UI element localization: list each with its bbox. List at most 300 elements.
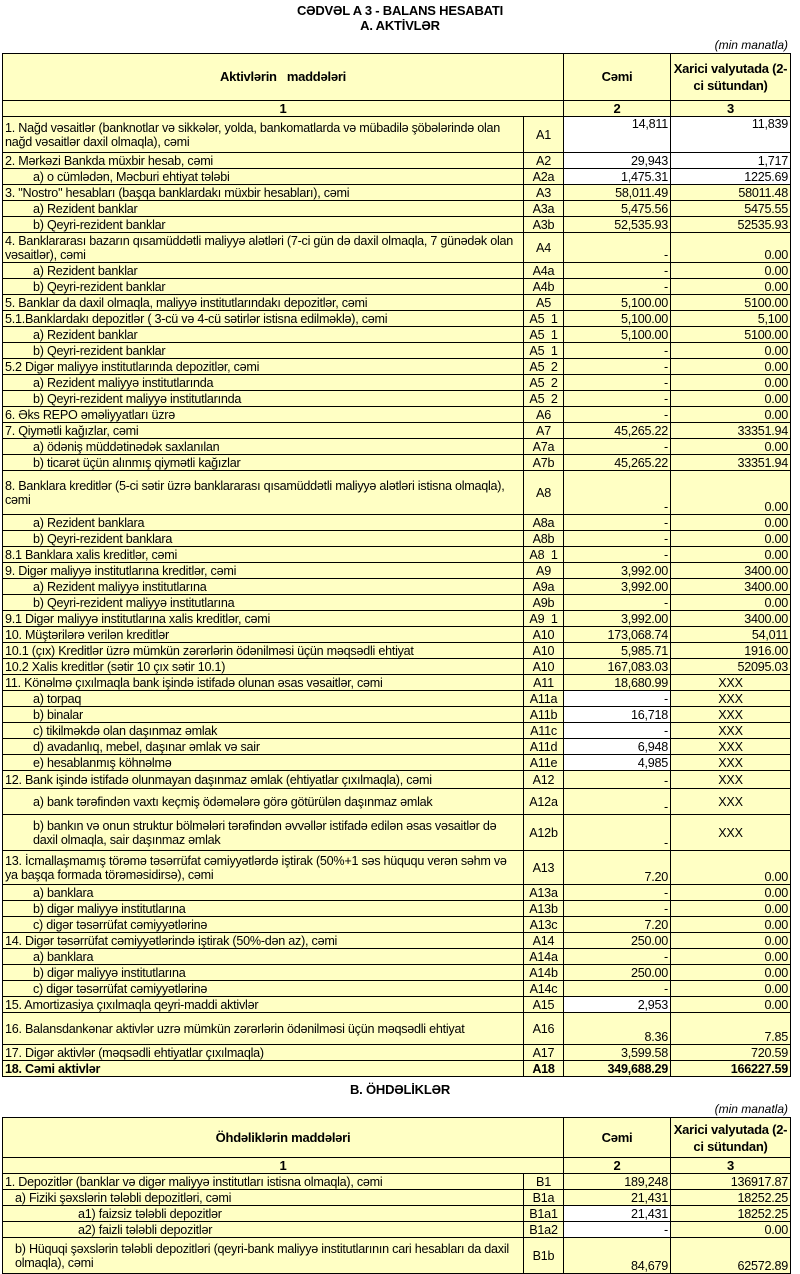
row-label: 6. Əks REPO əməliyyatları üzrə bbox=[3, 407, 524, 423]
row-foreign: XXX bbox=[671, 707, 791, 723]
row-total: - bbox=[564, 815, 671, 851]
row-label: b) bankın və onun struktur bölmələri tərəfindən əvvəllər istifadə edilən əsas vəsaitlər də daxil olmaqla, sair daşınmaz əmlak bbox=[3, 815, 524, 851]
row-foreign: 1225.69 bbox=[671, 169, 791, 185]
table-row bbox=[3, 917, 791, 933]
row-code: A8 bbox=[524, 471, 564, 515]
header-foreign: Xarici valyutada (2-ci sütundan) bbox=[671, 54, 791, 101]
row-label: 15. Amortizasiya çıxılmaqla qeyri-maddi aktivlər bbox=[3, 997, 524, 1013]
row-total: 3,992.00 bbox=[564, 579, 671, 595]
row-label: 8. Banklara kreditlər (5-ci sətir üzrə banklararası qısamüddətli maliyyə alətləri istisna olmaqla), cəmi bbox=[3, 471, 524, 515]
row-code: A4a bbox=[524, 263, 564, 279]
row-foreign: 1,717 bbox=[671, 153, 791, 169]
row-label: 1. Nağd vəsaitlər (banknotlar və sikkələr, yolda, bankomatlarda və mübadilə şöbələrində olan nağd vəsaitlər daxil olmaqla), cəmi bbox=[3, 117, 524, 153]
row-foreign: 0.00 bbox=[671, 391, 791, 407]
row-code: A11e bbox=[524, 755, 564, 771]
table-row bbox=[3, 643, 791, 659]
table-row bbox=[3, 949, 791, 965]
row-total: - bbox=[564, 391, 671, 407]
row-foreign: 0.00 bbox=[671, 885, 791, 901]
row-foreign: 0.00 bbox=[671, 279, 791, 295]
row-label: b) binalar bbox=[3, 707, 524, 723]
table-row bbox=[3, 755, 791, 771]
row-label: 7. Qiymətli kağızlar, cəmi bbox=[3, 423, 524, 439]
row-label: a) Rezident maliyyə institutlarında bbox=[3, 375, 524, 391]
row-foreign: 166227.59 bbox=[671, 1061, 791, 1077]
row-code: A13a bbox=[524, 885, 564, 901]
row-code: A5 1 bbox=[524, 327, 564, 343]
row-code: A8b bbox=[524, 531, 564, 547]
row-foreign: XXX bbox=[671, 815, 791, 851]
row-code: A3a bbox=[524, 201, 564, 217]
document-title: CƏDVƏL A 3 - BALANS HESABATI bbox=[296, 3, 504, 18]
row-code: A5 bbox=[524, 295, 564, 311]
row-label: 11. Könəlmə çıxılmaqla bank işində istifadə olunan əsas vəsaitlər, cəmi bbox=[3, 675, 524, 691]
table-row bbox=[3, 233, 791, 263]
row-code: A12a bbox=[524, 789, 564, 815]
row-label: 13. İcmallaşmamış törəmə təsərrüfat cəmiyyətlərdə iştirak (50%+1 səs hüququ verən səhm və ya başqa formada törəməsidirsə), cəmi bbox=[3, 851, 524, 885]
row-foreign: 136917.87 bbox=[671, 1174, 791, 1190]
row-label: a) Rezident maliyyə institutlarına bbox=[3, 579, 524, 595]
row-foreign: 5100.00 bbox=[671, 295, 791, 311]
header-total: Cəmi bbox=[564, 1118, 671, 1158]
row-label: b) Qeyri-rezident banklar bbox=[3, 343, 524, 359]
row-foreign: 33351.94 bbox=[671, 423, 791, 439]
row-foreign: XXX bbox=[671, 789, 791, 815]
section-b-unit: (min manatla) bbox=[714, 1102, 788, 1116]
row-foreign: 0.00 bbox=[671, 439, 791, 455]
row-foreign: 0.00 bbox=[671, 965, 791, 981]
row-code: A3 bbox=[524, 185, 564, 201]
row-total: 84,679 bbox=[564, 1238, 671, 1274]
row-foreign: 5100.00 bbox=[671, 327, 791, 343]
table-row bbox=[3, 359, 791, 375]
row-foreign: 0.00 bbox=[671, 343, 791, 359]
row-label: b) Qeyri-rezident maliyyə institutlarına bbox=[3, 595, 524, 611]
row-foreign: XXX bbox=[671, 691, 791, 707]
row-total: - bbox=[564, 263, 671, 279]
row-code: A8a bbox=[524, 515, 564, 531]
row-foreign: 0.00 bbox=[671, 375, 791, 391]
row-code: A7b bbox=[524, 455, 564, 471]
row-foreign: 0.00 bbox=[671, 901, 791, 917]
row-label: a) bank tərəfindən vaxtı keçmiş ödəmələrə görə götürülən daşınmaz əmlak bbox=[3, 789, 524, 815]
row-total: 16,718 bbox=[564, 707, 671, 723]
row-code: A6 bbox=[524, 407, 564, 423]
table-row bbox=[3, 515, 791, 531]
row-code: A18 bbox=[524, 1061, 564, 1077]
header-col-2: 2 bbox=[564, 1158, 671, 1174]
row-total: 45,265.22 bbox=[564, 455, 671, 471]
row-total: - bbox=[564, 279, 671, 295]
table-row bbox=[3, 789, 791, 815]
section-a-unit: (min manatla) bbox=[714, 38, 788, 52]
table-row bbox=[3, 563, 791, 579]
row-label: 4. Banklararası bazarın qısamüddətli maliyyə alətləri (7-ci gün də daxil olmaqla, 7 günədək olan vəsaitlər), cəmi bbox=[3, 233, 524, 263]
row-code: B1a bbox=[524, 1190, 564, 1206]
header-foreign: Xarici valyutada (2-ci sütundan) bbox=[671, 1118, 791, 1158]
row-code: A11c bbox=[524, 723, 564, 739]
table-row bbox=[3, 391, 791, 407]
row-total: 5,100.00 bbox=[564, 295, 671, 311]
table-row bbox=[3, 279, 791, 295]
liabilities-table bbox=[2, 1117, 791, 1274]
row-total: 21,431 bbox=[564, 1190, 671, 1206]
table-row bbox=[3, 1222, 791, 1238]
table-row bbox=[3, 1061, 791, 1077]
row-total: - bbox=[564, 885, 671, 901]
row-foreign: 5475.55 bbox=[671, 201, 791, 217]
row-total: - bbox=[564, 789, 671, 815]
row-label: e) hesablanmış köhnəlmə bbox=[3, 755, 524, 771]
table-row bbox=[3, 1238, 791, 1274]
row-label: a) torpaq bbox=[3, 691, 524, 707]
row-code: B1b bbox=[524, 1238, 564, 1274]
row-label: b) digər maliyyə institutlarına bbox=[3, 901, 524, 917]
row-label: 17. Digər aktivlər (məqsədli ehtiyatlar çıxılmaqla) bbox=[3, 1045, 524, 1061]
row-total: 29,943 bbox=[564, 153, 671, 169]
row-label: b) digər maliyyə institutlarına bbox=[3, 965, 524, 981]
row-code: A5 1 bbox=[524, 311, 564, 327]
row-foreign: 11,839 bbox=[671, 117, 791, 153]
row-foreign: 0.00 bbox=[671, 851, 791, 885]
table-row bbox=[3, 547, 791, 563]
table-row bbox=[3, 153, 791, 169]
row-label: 10.1 (çıx) Kreditlər üzrə mümkün zərərlərin ödənilməsi üçün məqsədli ehtiyat bbox=[3, 643, 524, 659]
table-row bbox=[3, 263, 791, 279]
row-code: A17 bbox=[524, 1045, 564, 1061]
row-total: - bbox=[564, 949, 671, 965]
row-code: A2a bbox=[524, 169, 564, 185]
row-total: 3,992.00 bbox=[564, 563, 671, 579]
table-row bbox=[3, 1206, 791, 1222]
row-code: A11b bbox=[524, 707, 564, 723]
table-row bbox=[3, 885, 791, 901]
row-label: a1) faizsiz tələbli depozitlər bbox=[3, 1206, 524, 1222]
row-code: A15 bbox=[524, 997, 564, 1013]
table-row bbox=[3, 439, 791, 455]
table-row bbox=[3, 851, 791, 885]
row-total: 250.00 bbox=[564, 933, 671, 949]
row-foreign: 0.00 bbox=[671, 359, 791, 375]
row-label: 14. Digər təsərrüfat cəmiyyətlərində iştirak (50%-dən az), cəmi bbox=[3, 933, 524, 949]
row-label: b) Hüquqi şəxslərin tələbli depozitləri (qeyri-bank maliyyə institutlarının cari hesabları da daxil olmaqla), cəmi bbox=[3, 1238, 524, 1274]
row-foreign: 52535.93 bbox=[671, 217, 791, 233]
row-total: 8.36 bbox=[564, 1013, 671, 1045]
row-label: 8.1 Banklara xalis kreditlər, cəmi bbox=[3, 547, 524, 563]
row-foreign: 18252.25 bbox=[671, 1206, 791, 1222]
row-label: 2. Mərkəzi Bankda müxbir hesab, cəmi bbox=[3, 153, 524, 169]
row-code: B1a2 bbox=[524, 1222, 564, 1238]
table-row bbox=[3, 1045, 791, 1061]
row-label: b) ticarət üçün alınmış qiymətli kağızlar bbox=[3, 455, 524, 471]
table-row bbox=[3, 201, 791, 217]
row-foreign: 0.00 bbox=[671, 407, 791, 423]
row-code: A5 1 bbox=[524, 343, 564, 359]
table-row bbox=[3, 1174, 791, 1190]
section-b-heading: B. ÖHDƏLİKLƏR bbox=[349, 1082, 451, 1097]
row-label: 10.2 Xalis kreditlər (sətir 10 çıx sətir 10.1) bbox=[3, 659, 524, 675]
row-total: 18,680.99 bbox=[564, 675, 671, 691]
row-total: 250.00 bbox=[564, 965, 671, 981]
row-label: 9.1 Digər maliyyə institutlarına xalis kreditlər, cəmi bbox=[3, 611, 524, 627]
table-row bbox=[3, 327, 791, 343]
row-total: - bbox=[564, 439, 671, 455]
table-row bbox=[3, 295, 791, 311]
table-row bbox=[3, 771, 791, 789]
table-row bbox=[3, 117, 791, 153]
row-total: 14,811 bbox=[564, 117, 671, 153]
row-code: A10 bbox=[524, 659, 564, 675]
row-label: 9. Digər maliyyə institutlarına kreditlər, cəmi bbox=[3, 563, 524, 579]
row-total: - bbox=[564, 691, 671, 707]
header-col-1: 1 bbox=[3, 101, 564, 117]
header-col-3: 3 bbox=[671, 1158, 791, 1174]
table-row bbox=[3, 595, 791, 611]
row-foreign: 0.00 bbox=[671, 547, 791, 563]
row-label: a) Rezident banklar bbox=[3, 263, 524, 279]
row-label: 16. Balansdankənar aktivlər uzrə mümkün zərərlərin ödənilməsi üçün məqsədli ehtiyat bbox=[3, 1013, 524, 1045]
row-total: 173,068.74 bbox=[564, 627, 671, 643]
row-code: A13b bbox=[524, 901, 564, 917]
row-code: A5 2 bbox=[524, 359, 564, 375]
row-total: 58,011.49 bbox=[564, 185, 671, 201]
row-foreign: 3400.00 bbox=[671, 579, 791, 595]
table-row bbox=[3, 933, 791, 949]
row-code: A13 bbox=[524, 851, 564, 885]
row-label: a) Rezident banklara bbox=[3, 515, 524, 531]
row-code: A16 bbox=[524, 1013, 564, 1045]
header-col-1: 1 bbox=[3, 1158, 564, 1174]
row-code: A14b bbox=[524, 965, 564, 981]
table-row bbox=[3, 311, 791, 327]
table-row bbox=[3, 471, 791, 515]
row-total: 6,948 bbox=[564, 739, 671, 755]
row-foreign: 0.00 bbox=[671, 233, 791, 263]
row-label: a2) faizli tələbli depozitlər bbox=[3, 1222, 524, 1238]
row-code: A7a bbox=[524, 439, 564, 455]
row-total: 7.20 bbox=[564, 917, 671, 933]
row-foreign: 0.00 bbox=[671, 933, 791, 949]
row-code: A9 1 bbox=[524, 611, 564, 627]
row-foreign: 0.00 bbox=[671, 981, 791, 997]
row-total: 5,985.71 bbox=[564, 643, 671, 659]
row-code: A1 bbox=[524, 117, 564, 153]
table-row bbox=[3, 965, 791, 981]
header-items: Aktivlərin maddələri bbox=[3, 54, 564, 101]
row-code: A3b bbox=[524, 217, 564, 233]
row-total: - bbox=[564, 981, 671, 997]
row-code: A11a bbox=[524, 691, 564, 707]
row-foreign: 0.00 bbox=[671, 917, 791, 933]
row-code: A14 bbox=[524, 933, 564, 949]
row-label: a) banklara bbox=[3, 949, 524, 965]
row-total: 3,992.00 bbox=[564, 611, 671, 627]
table-row bbox=[3, 1190, 791, 1206]
row-label: c) digər təsərrüfat cəmiyyətlərinə bbox=[3, 917, 524, 933]
table-row bbox=[3, 611, 791, 627]
row-total: 21,431 bbox=[564, 1206, 671, 1222]
section-a-heading: A. AKTİVLƏR bbox=[360, 18, 440, 33]
liabilities-table-body bbox=[3, 1174, 791, 1274]
row-total: 167,083.03 bbox=[564, 659, 671, 675]
row-code: A5 2 bbox=[524, 391, 564, 407]
table-row bbox=[3, 815, 791, 851]
row-code: B1a1 bbox=[524, 1206, 564, 1222]
row-code: A2 bbox=[524, 153, 564, 169]
row-total: - bbox=[564, 901, 671, 917]
table-row bbox=[3, 691, 791, 707]
row-code: A13c bbox=[524, 917, 564, 933]
row-foreign: 0.00 bbox=[671, 1222, 791, 1238]
row-code: A10 bbox=[524, 643, 564, 659]
row-total: 45,265.22 bbox=[564, 423, 671, 439]
row-code: A12b bbox=[524, 815, 564, 851]
row-total: - bbox=[564, 515, 671, 531]
table-row bbox=[3, 901, 791, 917]
row-foreign: 18252.25 bbox=[671, 1190, 791, 1206]
row-foreign: XXX bbox=[671, 755, 791, 771]
row-total: 349,688.29 bbox=[564, 1061, 671, 1077]
table-row bbox=[3, 707, 791, 723]
row-foreign: 1916.00 bbox=[671, 643, 791, 659]
row-code: A4b bbox=[524, 279, 564, 295]
row-total: 52,535.93 bbox=[564, 217, 671, 233]
row-label: b) Qeyri-rezident banklara bbox=[3, 531, 524, 547]
table-row bbox=[3, 723, 791, 739]
table-row bbox=[3, 739, 791, 755]
row-code: A11 bbox=[524, 675, 564, 691]
row-total: - bbox=[564, 407, 671, 423]
row-label: a) ödəniş müddətinədək saxlanılan bbox=[3, 439, 524, 455]
row-total: 7.20 bbox=[564, 851, 671, 885]
row-label: a) o cümlədən, Məcburi ehtiyat tələbi bbox=[3, 169, 524, 185]
row-code: A7 bbox=[524, 423, 564, 439]
row-code: A14a bbox=[524, 949, 564, 965]
row-label: d) avadanlıq, mebel, daşınar əmlak və sair bbox=[3, 739, 524, 755]
row-label: b) Qeyri-rezident banklar bbox=[3, 279, 524, 295]
row-foreign: 0.00 bbox=[671, 471, 791, 515]
row-label: 12. Bank işində istifadə olunmayan daşınmaz əmlak (ehtiyatlar çıxılmaqla), cəmi bbox=[3, 771, 524, 789]
row-code: A10 bbox=[524, 627, 564, 643]
row-foreign: 0.00 bbox=[671, 515, 791, 531]
row-total: - bbox=[564, 771, 671, 789]
row-code: A12 bbox=[524, 771, 564, 789]
header-col-2: 2 bbox=[564, 101, 671, 117]
table-row bbox=[3, 423, 791, 439]
row-foreign: 3400.00 bbox=[671, 563, 791, 579]
table-row bbox=[3, 185, 791, 201]
row-label: a) Fiziki şəxslərin tələbli depozitləri, cəmi bbox=[3, 1190, 524, 1206]
row-total: 2,953 bbox=[564, 997, 671, 1013]
row-foreign: 54,011 bbox=[671, 627, 791, 643]
table-row bbox=[3, 1013, 791, 1045]
row-code: A9 bbox=[524, 563, 564, 579]
row-label: 10. Müştərilərə verilən kreditlər bbox=[3, 627, 524, 643]
table-row bbox=[3, 627, 791, 643]
row-foreign: XXX bbox=[671, 675, 791, 691]
row-foreign: 62572.89 bbox=[671, 1238, 791, 1274]
row-code: A9b bbox=[524, 595, 564, 611]
assets-table bbox=[2, 53, 791, 1077]
row-total: 5,100.00 bbox=[564, 311, 671, 327]
row-code: A4 bbox=[524, 233, 564, 263]
row-foreign: 33351.94 bbox=[671, 455, 791, 471]
row-total: - bbox=[564, 547, 671, 563]
row-foreign: 0.00 bbox=[671, 531, 791, 547]
table-row bbox=[3, 343, 791, 359]
header-items: Öhdəliklərin maddələri bbox=[3, 1118, 564, 1158]
row-foreign: 3400.00 bbox=[671, 611, 791, 627]
table-row bbox=[3, 375, 791, 391]
row-total: - bbox=[564, 233, 671, 263]
row-total: 4,985 bbox=[564, 755, 671, 771]
row-foreign: 7.85 bbox=[671, 1013, 791, 1045]
table-row bbox=[3, 997, 791, 1013]
table-row bbox=[3, 981, 791, 997]
row-total: - bbox=[564, 471, 671, 515]
table-row bbox=[3, 659, 791, 675]
table-row bbox=[3, 407, 791, 423]
row-foreign: 0.00 bbox=[671, 997, 791, 1013]
row-total: 5,100.00 bbox=[564, 327, 671, 343]
row-label: a) Rezident banklar bbox=[3, 201, 524, 217]
row-total: - bbox=[564, 531, 671, 547]
row-label: b) Qeyri-rezident banklar bbox=[3, 217, 524, 233]
row-label: 3. "Nostro" hesabları (başqa banklardakı müxbir hesabları), cəmi bbox=[3, 185, 524, 201]
row-foreign: 58011.48 bbox=[671, 185, 791, 201]
assets-table-body bbox=[3, 117, 791, 1077]
row-total: - bbox=[564, 343, 671, 359]
row-foreign: 5,100 bbox=[671, 311, 791, 327]
table-row bbox=[3, 579, 791, 595]
row-total: - bbox=[564, 723, 671, 739]
header-col-3: 3 bbox=[671, 101, 791, 117]
row-foreign: XXX bbox=[671, 771, 791, 789]
row-label: 5. Banklar da daxil olmaqla, maliyyə institutlarındakı depozitlər, cəmi bbox=[3, 295, 524, 311]
row-code: B1 bbox=[524, 1174, 564, 1190]
table-row bbox=[3, 217, 791, 233]
row-code: A5 2 bbox=[524, 375, 564, 391]
row-total: 1,475.31 bbox=[564, 169, 671, 185]
row-label: 18. Cəmi aktivlər bbox=[3, 1061, 524, 1077]
header-total: Cəmi bbox=[564, 54, 671, 101]
row-code: A9a bbox=[524, 579, 564, 595]
table-row bbox=[3, 455, 791, 471]
table-row bbox=[3, 675, 791, 691]
row-label: a) Rezident banklar bbox=[3, 327, 524, 343]
row-foreign: 0.00 bbox=[671, 949, 791, 965]
row-total: - bbox=[564, 359, 671, 375]
row-total: - bbox=[564, 375, 671, 391]
row-label: c) tikilməkdə olan daşınmaz əmlak bbox=[3, 723, 524, 739]
row-foreign: 0.00 bbox=[671, 595, 791, 611]
row-foreign: 52095.03 bbox=[671, 659, 791, 675]
table-row bbox=[3, 169, 791, 185]
row-foreign: 720.59 bbox=[671, 1045, 791, 1061]
row-code: A8 1 bbox=[524, 547, 564, 563]
row-foreign: XXX bbox=[671, 723, 791, 739]
row-total: 3,599.58 bbox=[564, 1045, 671, 1061]
row-total: - bbox=[564, 1222, 671, 1238]
row-label: 5.1.Banklardakı depozitlər ( 3-cü və 4-cü sətirlər istisna edilməklə), cəmi bbox=[3, 311, 524, 327]
row-code: A11d bbox=[524, 739, 564, 755]
row-total: - bbox=[564, 595, 671, 611]
row-label: b) Qeyri-rezident maliyyə institutlarında bbox=[3, 391, 524, 407]
row-foreign: XXX bbox=[671, 739, 791, 755]
row-total: 5,475.56 bbox=[564, 201, 671, 217]
row-foreign: 0.00 bbox=[671, 263, 791, 279]
row-label: 5.2 Digər maliyyə institutlarında depozitlər, cəmi bbox=[3, 359, 524, 375]
